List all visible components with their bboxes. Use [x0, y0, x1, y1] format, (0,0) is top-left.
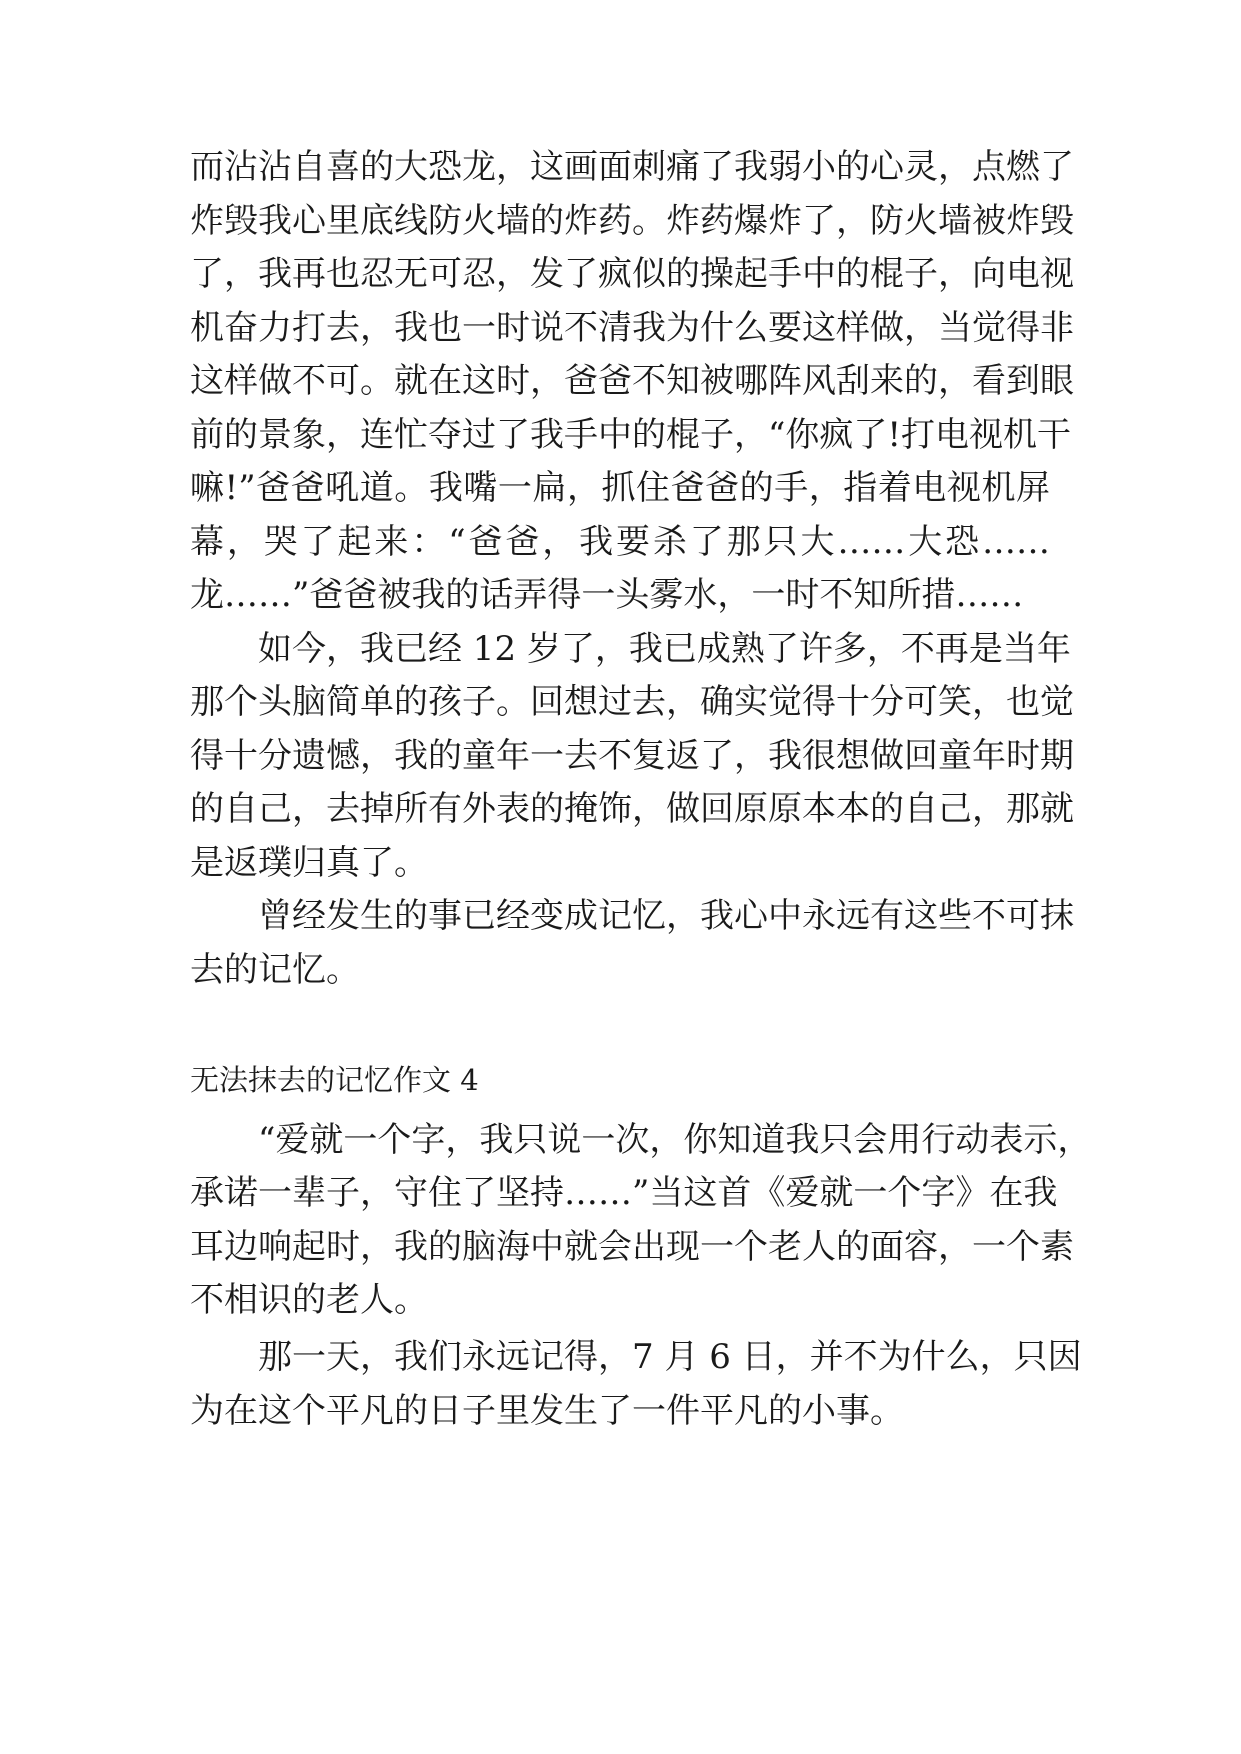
text-line: 这样做不可。就在这时，爸爸不知被哪阵风刮来的，看到眼 — [190, 361, 1074, 401]
text-line: 那个头脑简单的孩子。回想过去，确实觉得十分可笑，也觉 — [190, 682, 1074, 722]
text-line: 为在这个平凡的日子里发生了一件平凡的小事。 — [190, 1391, 904, 1431]
text-line: 曾经发生的事已经变成记忆，我心中永远有这些不可抹 — [258, 896, 1074, 936]
text-line: 前的景象，连忙夺过了我手中的棍子，“你疯了!打电视机干 — [190, 415, 1072, 455]
text-line: 得十分遗憾，我的童年一去不复返了，我很想做回童年时期 — [190, 736, 1074, 776]
text-line: 嘛!”爸爸吼道。我嘴一扁，抓住爸爸的手，指着电视机屏 — [190, 468, 1050, 508]
text-line: 是返璞归真了。 — [190, 843, 428, 883]
text-line: 不相识的老人。 — [190, 1280, 428, 1320]
text-line: 机奋力打去，我也一时说不清我为什么要这样做，当觉得非 — [190, 308, 1074, 348]
text-line: 而沾沾自喜的大恐龙，这画面刺痛了我弱小的心灵，点燃了 — [190, 147, 1074, 187]
text-line: 炸毁我心里底线防火墙的炸药。炸药爆炸了，防火墙被炸毁 — [190, 201, 1074, 241]
text-line: “爱就一个字，我只说一次，你知道我只会用行动表示， — [258, 1120, 1092, 1160]
text-line: 如今，我已经 12 岁了，我已成熟了许多，不再是当年 — [258, 629, 1071, 669]
text-line: 龙……”爸爸被我的话弄得一头雾水，一时不知所措…… — [190, 575, 1024, 615]
text-line: 了，我再也忍无可忍，发了疯似的操起手中的棍子，向电视 — [190, 254, 1074, 294]
text-line: 那一天，我们永远记得，7 月 6 日，并不为什么，只因 — [258, 1337, 1082, 1377]
text-line: 幕，哭了起来：“爸爸，我要杀了那只大……大恐…… — [190, 522, 1050, 562]
text-line: 去的记忆。 — [190, 950, 360, 990]
section-title: 无法抹去的记忆作文 4 — [190, 1063, 479, 1097]
text-line: 的自己，去掉所有外表的掩饰，做回原原本本的自己，那就 — [190, 789, 1074, 829]
document-page — [190, 0, 1092, 1754]
text-line: 耳边响起时，我的脑海中就会出现一个老人的面容，一个素 — [190, 1227, 1074, 1267]
text-line: 承诺一辈子，守住了坚持……”当这首《爱就一个字》在我 — [190, 1173, 1058, 1213]
